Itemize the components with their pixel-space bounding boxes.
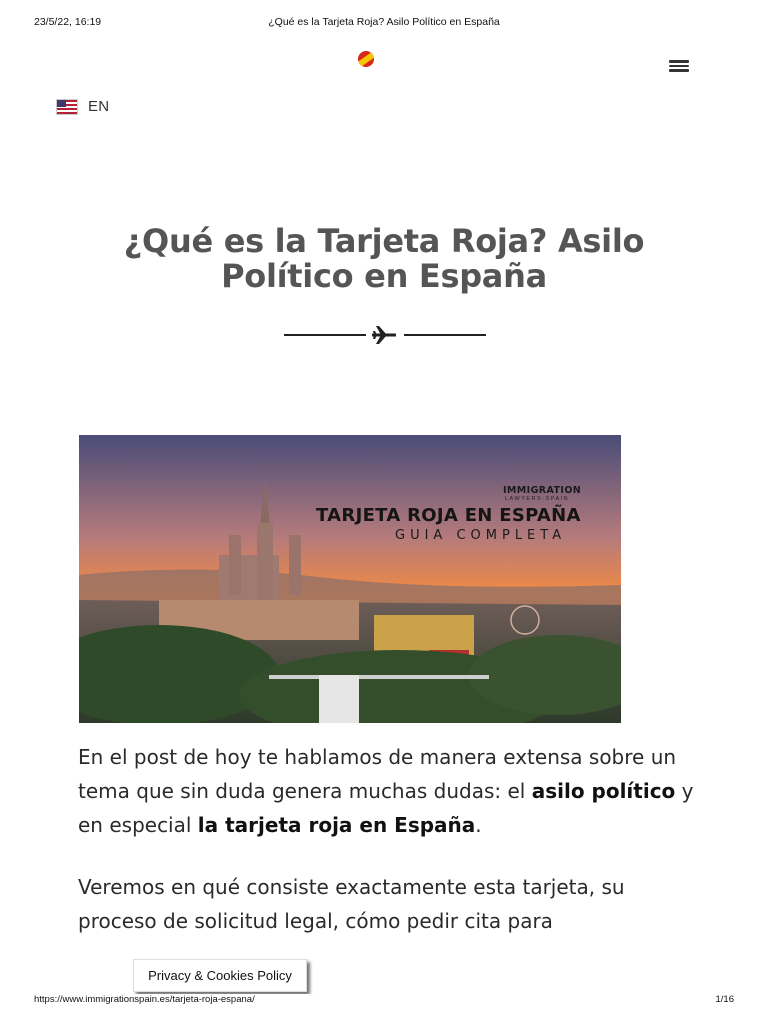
airplane-icon xyxy=(372,325,396,345)
site-logo-icon[interactable] xyxy=(358,51,374,67)
us-flag-icon xyxy=(56,99,78,115)
intro-bold-2: la tarjeta roja en España xyxy=(197,813,476,837)
hero-headline: TARJETA ROJA EN ESPAÑA xyxy=(316,505,581,526)
print-date: 23/5/22, 16:19 xyxy=(34,16,102,28)
intro-text-2: y en especial xyxy=(78,779,694,837)
hero-image xyxy=(79,435,621,723)
print-page-number: 1/16 xyxy=(715,994,734,1005)
second-paragraph: Veremos en qué consiste exactamente esta tarjeta, su proceso de solicitud legal, cómo pedir cita para xyxy=(78,875,625,933)
hero-brand: IMMIGRATION xyxy=(503,485,582,496)
privacy-cookies-button[interactable]: Privacy & Cookies Policy xyxy=(133,959,307,992)
language-label: EN xyxy=(88,98,110,115)
print-page-title: ¿Qué es la Tarjeta Roja? Asilo Político en España xyxy=(268,16,500,28)
article-title: ¿Qué es la Tarjeta Roja? Asilo Político en España xyxy=(123,222,645,295)
title-divider xyxy=(284,324,486,346)
intro-text-3: . xyxy=(475,813,482,837)
language-switcher[interactable] xyxy=(56,98,109,115)
intro-paragraph xyxy=(78,740,698,842)
hero-brand-sub: LAWYERS·SPAIN xyxy=(505,496,570,502)
print-url: https://www.immigrationspain.es/tarjeta-roja-espana/ xyxy=(34,994,255,1005)
hamburger-menu-icon[interactable] xyxy=(667,58,691,76)
intro-bold-1: asilo político xyxy=(531,779,676,803)
hero-subheadline: GUIA COMPLETA xyxy=(395,528,567,543)
intro-text-1: En el post de hoy te hablamos de manera extensa sobre un tema que sin duda genera muchas dudas: el xyxy=(78,745,677,803)
print-footer xyxy=(0,994,768,1008)
print-header xyxy=(0,16,768,30)
